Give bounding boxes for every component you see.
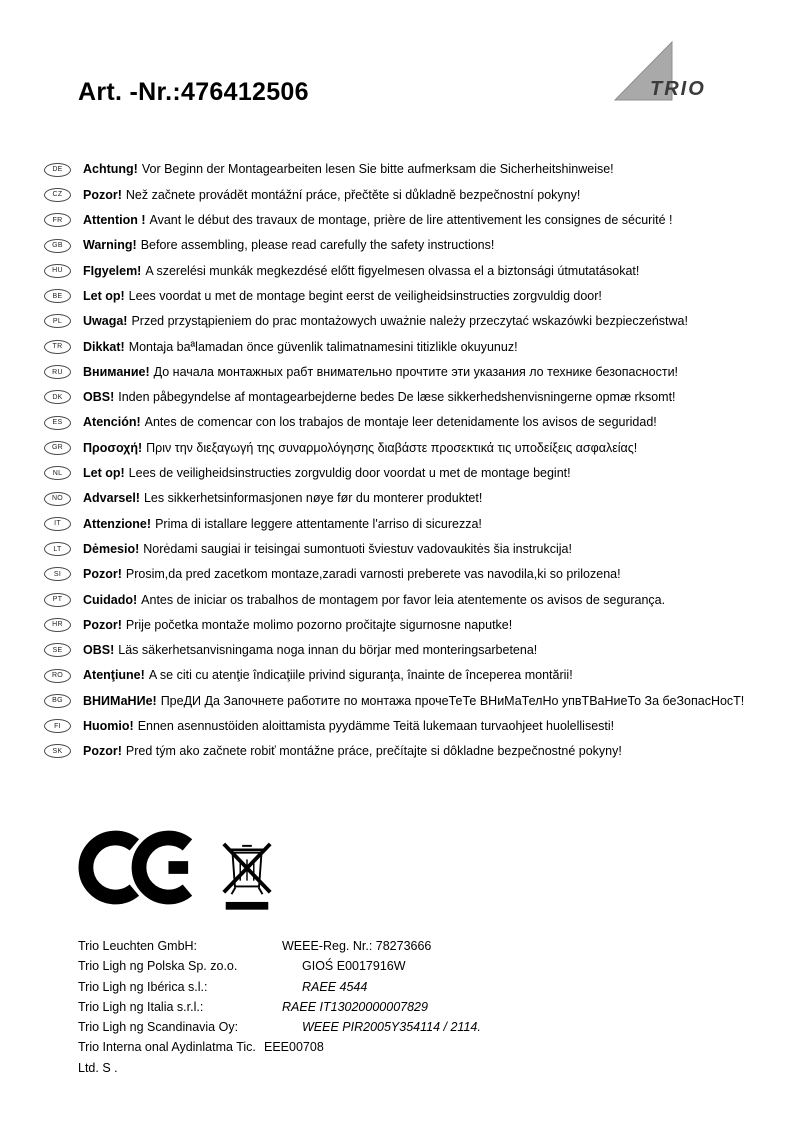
language-row: [44, 511, 774, 536]
warning-lead: OBS!: [83, 390, 115, 405]
country-badge: [44, 365, 71, 379]
compliance-symbols: [78, 826, 276, 916]
warning-text-line: [83, 213, 672, 227]
country-badge: [44, 567, 71, 581]
language-row: [44, 739, 774, 764]
registration-number: WEEE PIR2005Y354114 / 2114.: [302, 1020, 481, 1034]
warning-lead: Atenţiune!: [83, 668, 145, 683]
warning-lead: Warning!: [83, 238, 137, 253]
warning-text-line: [83, 668, 573, 682]
country-badge: [44, 618, 71, 632]
warning-body: Before assembling, please read carefully the safety instructions!: [140, 238, 495, 253]
warning-text-line: [83, 618, 512, 632]
country-code: HU: [52, 267, 63, 275]
company-name: Trio Ligh ng Italia s.r.l.:: [78, 999, 204, 1014]
language-row: [44, 562, 774, 587]
warning-lead: Advarsel!: [83, 491, 140, 506]
trio-logo: [612, 40, 712, 104]
warning-lead: Cuidado!: [83, 592, 138, 607]
country-badge: [44, 694, 71, 708]
language-row: [44, 334, 774, 359]
company-name: Trio Ligh ng Polska Sp. zo.o.: [78, 959, 238, 974]
country-code: TR: [52, 343, 63, 351]
country-badge: [44, 213, 71, 227]
language-row: [44, 612, 774, 637]
warning-lead: Let op!: [83, 288, 125, 303]
registration-number: RAEE 4544: [302, 979, 368, 994]
country-badge: [44, 188, 71, 202]
warning-body: A se citi cu atenţie îndicaţiile privind siguranţa, înainte de începerea montării!: [148, 668, 573, 683]
page-title: Art. -Nr.:476412506: [78, 78, 309, 106]
warning-body: Läs säkerhetsanvisningama noga innan du börjar med monteringsarbetena!: [118, 643, 538, 658]
warning-lead: Pozor!: [83, 567, 122, 582]
country-code: GB: [52, 242, 63, 250]
country-code: DE: [52, 166, 63, 174]
language-row: [44, 663, 774, 688]
registration-number: EEE00708: [264, 1040, 324, 1055]
language-row: [44, 435, 774, 460]
country-code: HR: [52, 621, 63, 629]
country-badge: [44, 239, 71, 253]
country-code: ES: [52, 419, 63, 427]
language-row: [44, 208, 774, 233]
country-code: FR: [52, 216, 63, 224]
language-row: [44, 309, 774, 334]
warning-lead: Atención!: [83, 415, 141, 430]
warning-text-line: [83, 390, 676, 404]
country-code: SK: [52, 747, 63, 755]
country-badge: [44, 340, 71, 354]
country-code: FI: [54, 722, 61, 730]
registration-row: [78, 977, 481, 997]
country-badge: [44, 517, 71, 531]
warning-text-line: [83, 340, 518, 354]
country-badge: [44, 314, 71, 328]
warning-text-line: [83, 744, 622, 758]
country-code: BG: [52, 697, 63, 705]
registration-number: WEEE-Reg. Nr.: 78273666: [282, 939, 432, 953]
warning-body: Vor Beginn der Montagearbeiten lesen Sie bitte aufmerksam die Sicherheitshinweise!: [141, 162, 614, 177]
country-code: NO: [51, 495, 64, 502]
warning-body: Przed przystąpieniem do prac montażowych uważnie należy przeczytać wskazówki bezpieczeństwa!: [131, 314, 688, 329]
country-code: PL: [52, 317, 63, 325]
country-badge: [44, 719, 71, 733]
registration-row: [78, 1037, 481, 1078]
warning-lead: Achtung!: [83, 162, 138, 177]
warning-text-line: [83, 593, 665, 607]
warning-text-line: [83, 415, 657, 429]
warning-lead: Attenzione!: [83, 516, 152, 531]
warning-lead: ВНИМаНИе!: [83, 693, 157, 708]
company-name: Trio Interna onal Aydinlatma Tic. Ltd. S .: [78, 1040, 256, 1075]
warning-text-line: [83, 491, 482, 505]
warning-lead: Attention !: [83, 213, 146, 228]
warning-lead: Pozor!: [83, 744, 122, 759]
warning-text-line: [83, 264, 639, 278]
language-row: [44, 157, 774, 182]
country-code: IT: [54, 520, 61, 528]
country-code: RU: [52, 368, 63, 376]
country-code: SI: [53, 570, 62, 578]
warning-body: Antes de comencar con los trabajos de montaje leer detenidamente los avisos de seguridad!: [144, 415, 657, 430]
warning-text-line: [83, 162, 614, 176]
language-warning-list: [44, 157, 774, 764]
weee-bin-icon: [218, 826, 276, 916]
language-row: [44, 536, 774, 561]
company-name: Trio Ligh ng Ibérica s.l.:: [78, 979, 208, 994]
warning-text-line: [83, 238, 494, 252]
country-badge: [44, 390, 71, 404]
warning-lead: Pozor!: [83, 617, 122, 632]
warning-lead: Uwaga!: [83, 314, 128, 329]
warning-lead: Προσοχή!: [83, 440, 143, 455]
country-badge: [44, 163, 71, 177]
language-row: [44, 283, 774, 308]
country-badge: [44, 542, 71, 556]
country-code: NL: [52, 469, 63, 477]
warning-lead: Dėmesio!: [83, 541, 140, 556]
warning-text-line: [83, 517, 482, 531]
warning-body: Avant le début des travaux de montage, prière de lire attentivement les consignes de sécurité !: [149, 213, 673, 228]
country-code: RO: [51, 672, 64, 680]
country-code: BE: [52, 292, 63, 300]
warning-body: ПреДИ Да Започнете работите по монтажа прочеТеТе ВНиМаТелНо упвТВаНиеТо За беЗопасНосТ!: [160, 693, 745, 708]
registration-number: RAEE IT13020000007829: [282, 999, 428, 1014]
country-badge: [44, 643, 71, 657]
company-name: Trio Ligh ng Scandinavia Oy:: [78, 1020, 239, 1034]
registration-row: [78, 997, 481, 1017]
warning-body: Ennen asennustöiden aloittamista pyydämme Teitä lukemaan turvaohjeet huolellisesti!: [137, 718, 615, 733]
country-badge: [44, 593, 71, 607]
warning-body: Πριν την διεξαγωγή της συναρμολόγησης διαβάστε προσεκτικά τις υποδείξεις ασφαλείας!: [146, 440, 638, 455]
registration-row: [78, 936, 481, 956]
warning-body: Prije početka montaže molimo pozorno pročitajte sigurnosne naputke!: [125, 617, 513, 632]
language-row: [44, 182, 774, 207]
warning-body: Norėdami saugiai ir teisingai sumontuoti šviestuv vadovaukitės šia instrukcija!: [143, 541, 572, 556]
registration-row: [78, 1017, 481, 1037]
logo-text: TRIO: [650, 78, 706, 100]
registration-list: [78, 936, 481, 1078]
warning-text-line: [83, 719, 614, 733]
language-row: [44, 688, 774, 713]
country-badge: [44, 264, 71, 278]
warning-text-line: [83, 694, 744, 708]
warning-body: До начала монтажных рабт внимательно прочтите эти указания ло технике безопасности!: [153, 364, 679, 379]
language-row: [44, 410, 774, 435]
language-row: [44, 638, 774, 663]
country-badge: [44, 466, 71, 480]
warning-body: A szerelési munkák megkezdésé előtt figyelmesen olvassa el a biztonsági útmutatásokat!: [145, 263, 640, 278]
warning-body: Prosim,da pred zacetkom montaze,zaradi varnosti preberete vas navodila,ki so prilozena!: [125, 567, 621, 582]
warning-lead: Внимание!: [83, 364, 150, 379]
warning-text-line: [83, 441, 637, 455]
country-badge: [44, 669, 71, 683]
warning-lead: Huomio!: [83, 718, 134, 733]
warning-body: Inden påbegyndelse af montagearbejderne bedes De læse sikkerhedshenvisningerne opmæ rksomt!: [118, 390, 676, 405]
language-row: [44, 359, 774, 384]
language-row: [44, 233, 774, 258]
warning-lead: Dikkat!: [83, 339, 125, 354]
country-badge: [44, 289, 71, 303]
warning-body: Les sikkerhetsinformasjonen nøye før du monterer produktet!: [143, 491, 483, 506]
warning-body: Prima di istallare leggere attentamente l'arriso di sicurezza!: [155, 516, 482, 531]
warning-body: Než začnete provádět montážní práce, přečtěte si důkladně bezpečnostní pokyny!: [125, 187, 581, 202]
warning-body: Lees de veiligheidsinstructies zorgvuldig door voordat u met de montage begint!: [128, 466, 571, 481]
country-code: DK: [52, 393, 63, 401]
warning-text-line: [83, 643, 537, 657]
warning-body: Lees voordat u met de montage begint eerst de veiligheidsinstructies zorgvuldig door!: [128, 288, 602, 303]
warning-text-line: [83, 466, 571, 480]
country-code: GR: [51, 444, 64, 452]
warning-lead: Let op!: [83, 466, 125, 481]
warning-text-line: [83, 542, 572, 556]
country-badge: [44, 416, 71, 430]
language-row: [44, 461, 774, 486]
registration-number: GIOŚ E0017916W: [302, 959, 406, 974]
language-row: [44, 258, 774, 283]
country-badge: [44, 744, 71, 758]
language-row: [44, 714, 774, 739]
country-code: CZ: [52, 191, 63, 199]
language-row: [44, 385, 774, 410]
country-code: LT: [53, 545, 62, 553]
country-code: PT: [52, 596, 63, 604]
warning-text-line: [83, 314, 688, 328]
country-badge: [44, 441, 71, 455]
warning-body: Pred tým ako začnete robiť montážne práce, prečítajte si dôkladne bezpečnostné pokyny!: [125, 744, 622, 759]
warning-lead: FIgyelem!: [83, 263, 142, 278]
warning-text-line: [83, 365, 678, 379]
ce-mark-icon: [78, 826, 196, 910]
warning-body: Antes de iniciar os trabalhos de montagem por favor leia atentemente os avisos de segurança.: [141, 592, 666, 607]
language-row: [44, 486, 774, 511]
company-name: Trio Leuchten GmbH:: [78, 939, 198, 953]
warning-text-line: [83, 289, 602, 303]
trio-triangle-icon: [612, 40, 712, 104]
country-code: SE: [52, 646, 63, 654]
registration-row: [78, 956, 481, 976]
language-row: [44, 587, 774, 612]
warning-text-line: [83, 567, 621, 581]
warning-lead: Pozor!: [83, 187, 122, 202]
warning-lead: OBS!: [83, 643, 115, 658]
country-badge: [44, 492, 71, 506]
warning-text-line: [83, 188, 580, 202]
warning-body: Montaja baªlamadan önce güvenlik talimatnamesini titizlikle okuyunuz!: [128, 339, 518, 354]
